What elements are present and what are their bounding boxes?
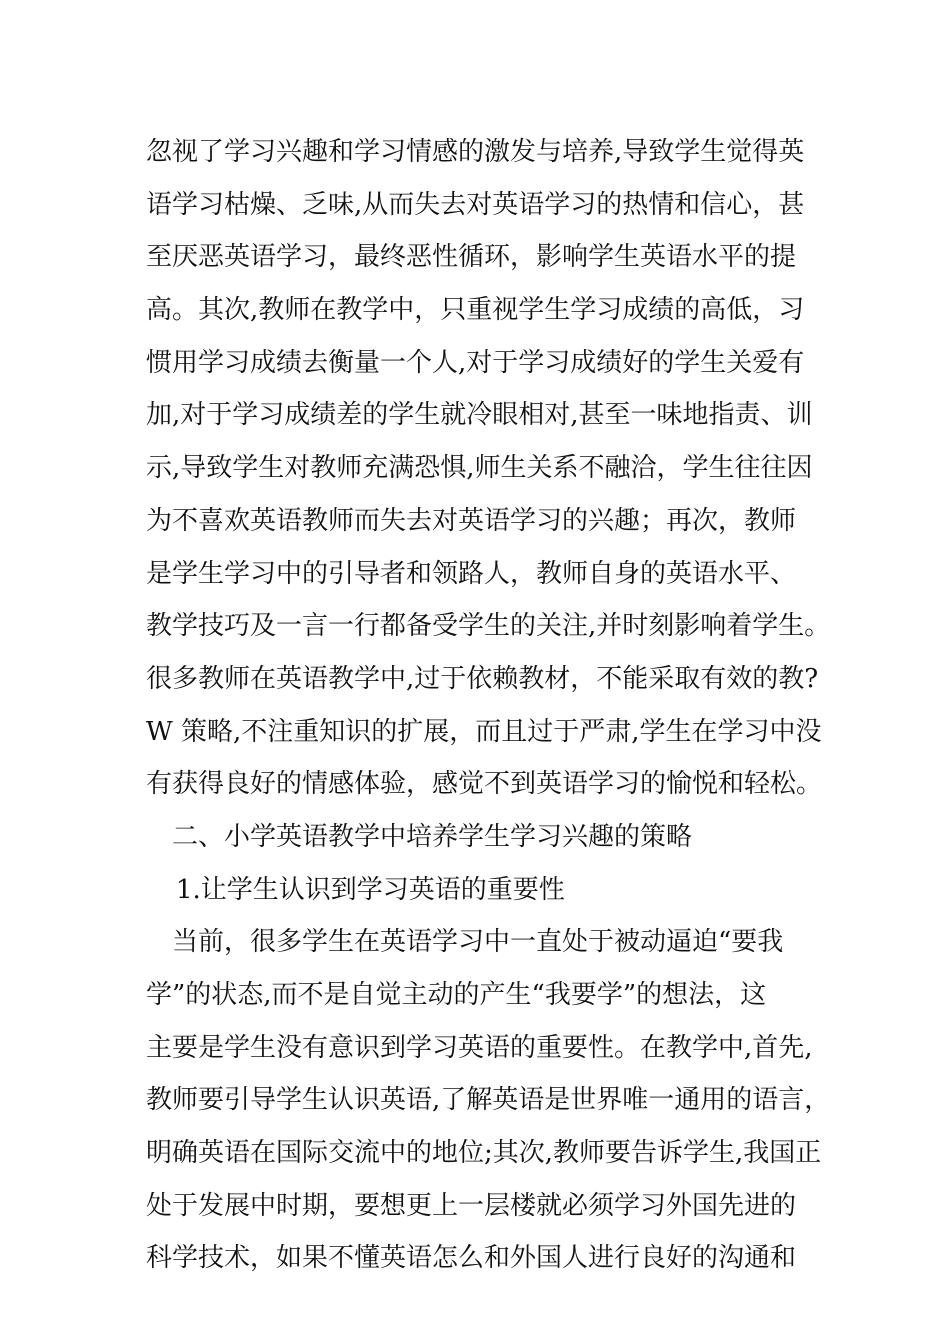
body-line: 教师要引导学生认识英语,了解英语是世界唯一通用的语言，: [146, 1085, 831, 1116]
body-line: 是学生学习中的引导者和领路人，教师自身的英语水平、: [146, 558, 797, 589]
body-line: 忽视了学习兴趣和学习情感的激发与培养,导致学生觉得英: [146, 137, 805, 167]
body-line: 加,对于学习成绩差的学生就冷眼相对,甚至一味地指责、训: [146, 400, 813, 431]
body-line: 处于发展中时期，要想更上一层楼就必须学习外国先进的: [146, 1190, 797, 1221]
body-line: 科学技术，如果不懂英语怎么和外国人进行良好的沟通和: [146, 1243, 797, 1274]
body-line: 高。其次,教师在教学中，只重视学生学习成绩的高低，习: [146, 295, 805, 326]
section-heading: 二、小学英语教学中培养学生学习兴趣的策略: [172, 821, 693, 852]
body-line: 语学习枯燥、乏味,从而失去对英语学习的热情和信心，甚: [146, 189, 805, 220]
body-line: W 策略,不注重知识的扩展，而且过于严肃,学生在学习中没: [146, 716, 822, 747]
body-line: 至厌恶英语学习，最终恶性循环，影响学生英语水平的提: [146, 242, 797, 273]
body-line: 教学技巧及一言一行都备受学生的关注,并时刻影响着学生。: [146, 611, 831, 642]
body-line: 有获得良好的情感体验，感觉不到英语学习的愉悦和轻松。: [146, 769, 823, 800]
body-line: 学”的状态,而不是自觉主动的产生“我要学”的想法，这: [146, 980, 767, 1010]
paragraph-first-line: 当前，很多学生在英语学习中一直处于被动逼迫“要我: [172, 927, 784, 958]
body-line: 明确英语在国际交流中的地位;其次,教师要告诉学生,我国正: [146, 1138, 822, 1169]
body-line: 很多教师在英语教学中,过于依赖教材，不能采取有效的教?: [146, 663, 819, 694]
body-line: 惯用学习成绩去衡量一个人,对于学习成绩好的学生关爱有: [146, 347, 805, 378]
body-line: 示,导致学生对教师充满恐惧,师生关系不融洽，学生往往因: [146, 453, 813, 484]
subsection-heading: 1.让学生认识到学习英语的重要性: [176, 874, 565, 905]
body-line: 为不喜欢英语教师而失去对英语学习的兴趣；再次，教师: [146, 505, 797, 536]
body-line: 主要是学生没有意识到学习英语的重要性。在教学中,首先,: [146, 1032, 813, 1063]
document-body: [146, 126, 831, 1285]
